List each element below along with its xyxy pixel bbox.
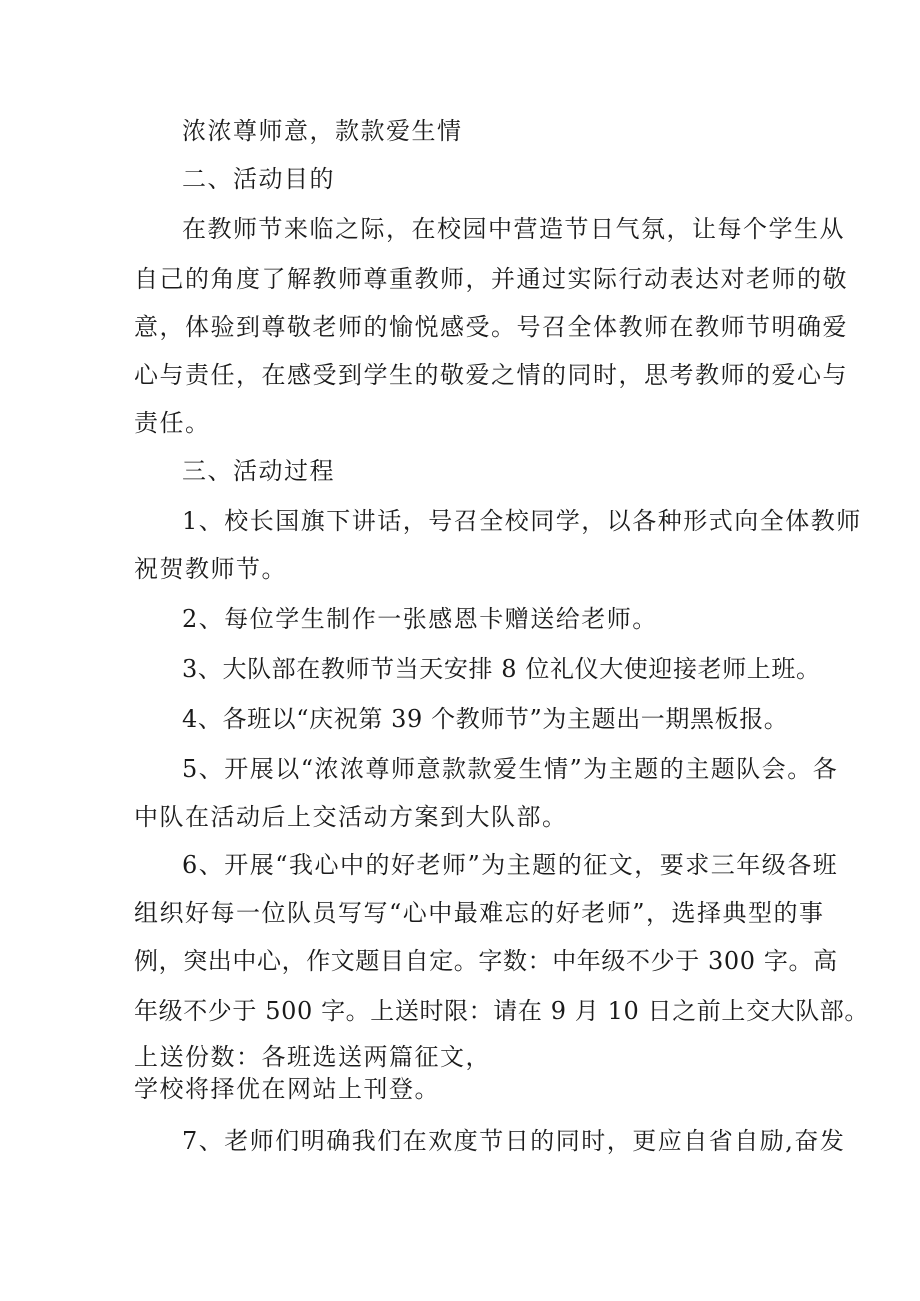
list-item-line: 年级不少于 500 字。上送时限：请在 9 月 10 日之前上交大队部。 [134, 997, 869, 1025]
paragraph-line: 意，体验到尊敬老师的愉悦感受。号召全体教师在教师节明确爱 [134, 313, 848, 341]
list-item-line: 学校将择优在网站上刊登。 [134, 1075, 440, 1103]
list-item-line: 5、开展以“浓浓尊师意款款爱生情”为主题的主题队会。各 [182, 755, 839, 783]
paragraph-line: 自己的角度了解教师尊重教师，并通过实际行动表达对老师的敬 [134, 265, 848, 293]
list-item-line: 组织好每一位队员写写“心中最难忘的好老师”，选择典型的事 [134, 899, 825, 927]
list-item-line: 1、校长国旗下讲话，号召全校同学，以各种形式向全体教师 [182, 507, 862, 535]
document-title: 浓浓尊师意，款款爱生情 [182, 117, 463, 145]
paragraph-line: 责任。 [134, 409, 211, 437]
list-item-line: 4、各班以“庆祝第 39 个教师节”为主题出一期黑板报。 [182, 705, 789, 733]
list-item-line: 祝贺教师节。 [134, 555, 287, 583]
list-item-line: 6、开展“我心中的好老师”为主题的征文，要求三年级各班 [182, 851, 839, 879]
section-heading: 三、活动过程 [182, 457, 335, 485]
list-item-line: 例，突出中心，作文题目自定。字数：中年级不少于 300 字。高 [134, 947, 838, 975]
paragraph-line: 心与责任，在感受到学生的敬爱之情的同时，思考教师的爱心与 [134, 361, 848, 389]
list-item-line: 2、每位学生制作一张感恩卡赠送给老师。 [182, 605, 658, 633]
list-item-line: 7、老师们明确我们在欢度节日的同时，更应自省自励,奋发 [182, 1127, 846, 1155]
paragraph-line: 在教师节来临之际，在校园中营造节日气氛，让每个学生从 [182, 215, 845, 243]
section-heading: 二、活动目的 [182, 165, 335, 193]
list-item-line: 中队在活动后上交活动方案到大队部。 [134, 803, 568, 831]
list-item-line: 3、大队部在教师节当天安排 8 位礼仪大使迎接老师上班。 [182, 655, 821, 683]
list-item-line: 上送份数：各班选送两篇征文， [134, 1043, 491, 1071]
